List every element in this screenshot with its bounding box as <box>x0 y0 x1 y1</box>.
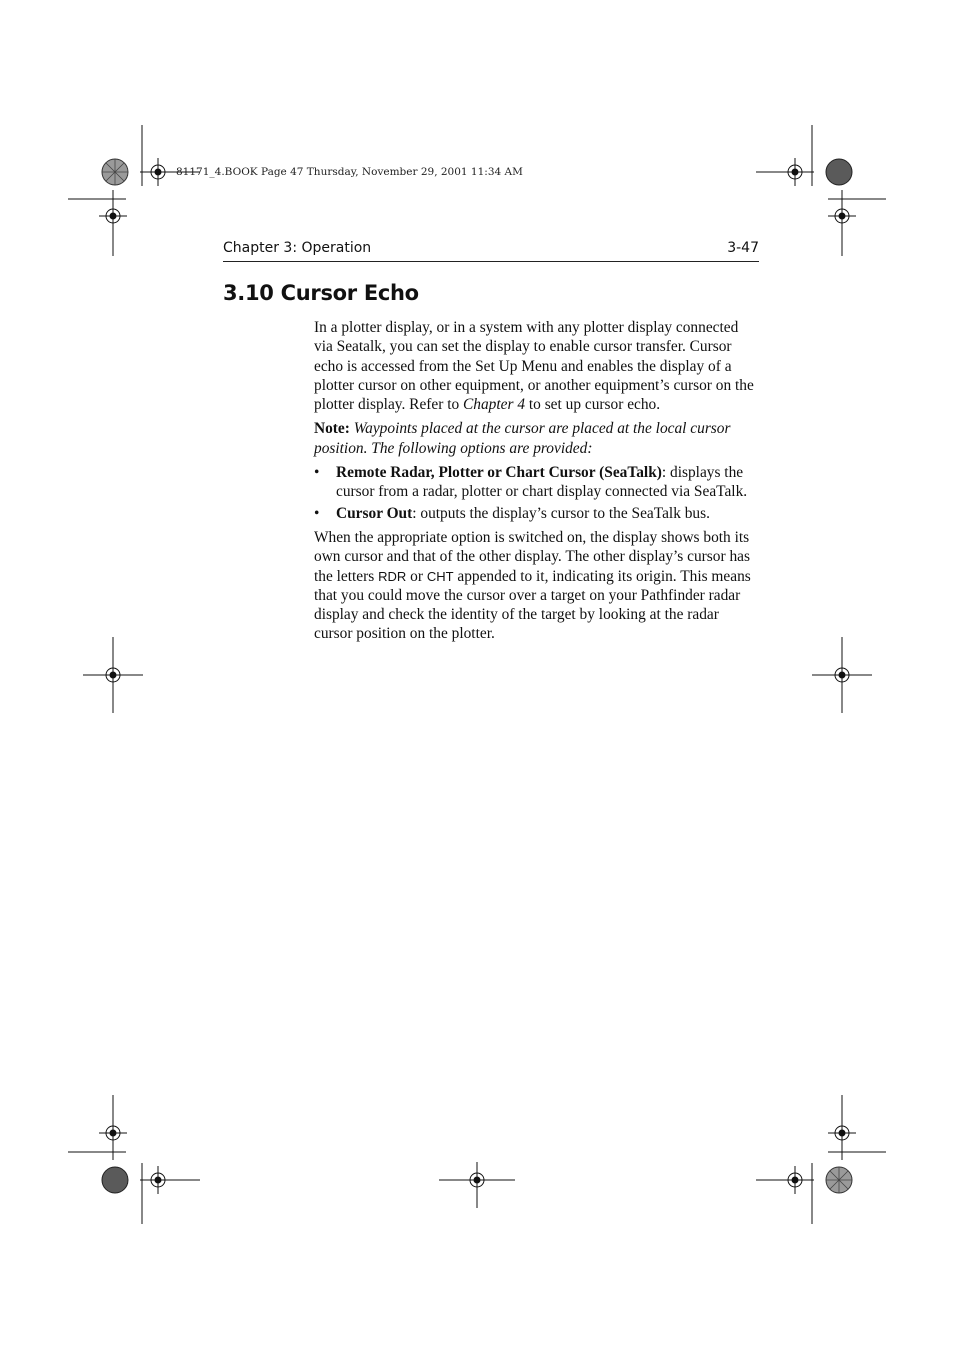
starburst-mark-icon <box>102 159 128 185</box>
intro-paragraph: In a plotter display, or in a system with any plotter display connected via Seatalk, you can set the display to enable cursor transfer. Cursor echo is accessed from the Set Up Menu and enables the display of a plotter cursor on other equipment, or another equipment’s cursor on the plotter display. Refer to Chapter 4 to set up cursor echo. <box>314 319 754 414</box>
running-head <box>223 240 759 262</box>
list-item <box>314 463 760 502</box>
registration-target-icon <box>83 637 143 713</box>
chapter-reference: Chapter 4 <box>463 396 526 414</box>
registration-target-icon <box>812 637 872 713</box>
option-description: : displays the cursor from a radar, plotter or chart display connected via SeaTalk. <box>336 464 748 501</box>
note-label: Note: <box>314 420 350 438</box>
starburst-mark-icon <box>102 1167 128 1193</box>
note-text: Waypoints placed at the cursor are placed at the local cursor position. The following options are provided: <box>314 420 731 457</box>
rdr-code: RDR <box>378 568 407 584</box>
section-body <box>314 318 760 649</box>
options-list <box>314 463 760 523</box>
note-paragraph <box>314 419 760 458</box>
section-title: 3.10 Cursor Echo <box>223 281 419 305</box>
option-term: Cursor Out <box>336 504 413 522</box>
option-term: Remote Radar, Plotter or Chart Cursor (SeaTalk) <box>336 464 662 482</box>
closing-paragraph: When the appropriate option is switched on, the display shows both its own cursor and that of the other display. The other display’s cursor has the letters RDR or CHT appended to it, indicating its origin. This means that you could move the cursor over a target on your Pathfinder radar display and check the identity of the target by looking at the radar cursor position on the plotter. <box>314 528 751 643</box>
page-number: 3-47 <box>727 240 759 256</box>
chapter-label: Chapter 3: Operation <box>223 240 372 256</box>
starburst-mark-icon <box>826 1167 852 1193</box>
print-slug: 81171_4.BOOK Page 47 Thursday, November 29, 2001 11:34 AM <box>176 166 523 178</box>
cht-code: CHT <box>426 568 454 584</box>
registration-target-icon <box>439 1162 515 1208</box>
option-description: : outputs the display’s cursor to the SeaTalk bus. <box>412 504 710 522</box>
bullet-icon: • <box>314 504 320 522</box>
list-item <box>314 504 760 523</box>
bullet-icon: • <box>314 464 320 482</box>
starburst-mark-icon <box>826 159 852 185</box>
